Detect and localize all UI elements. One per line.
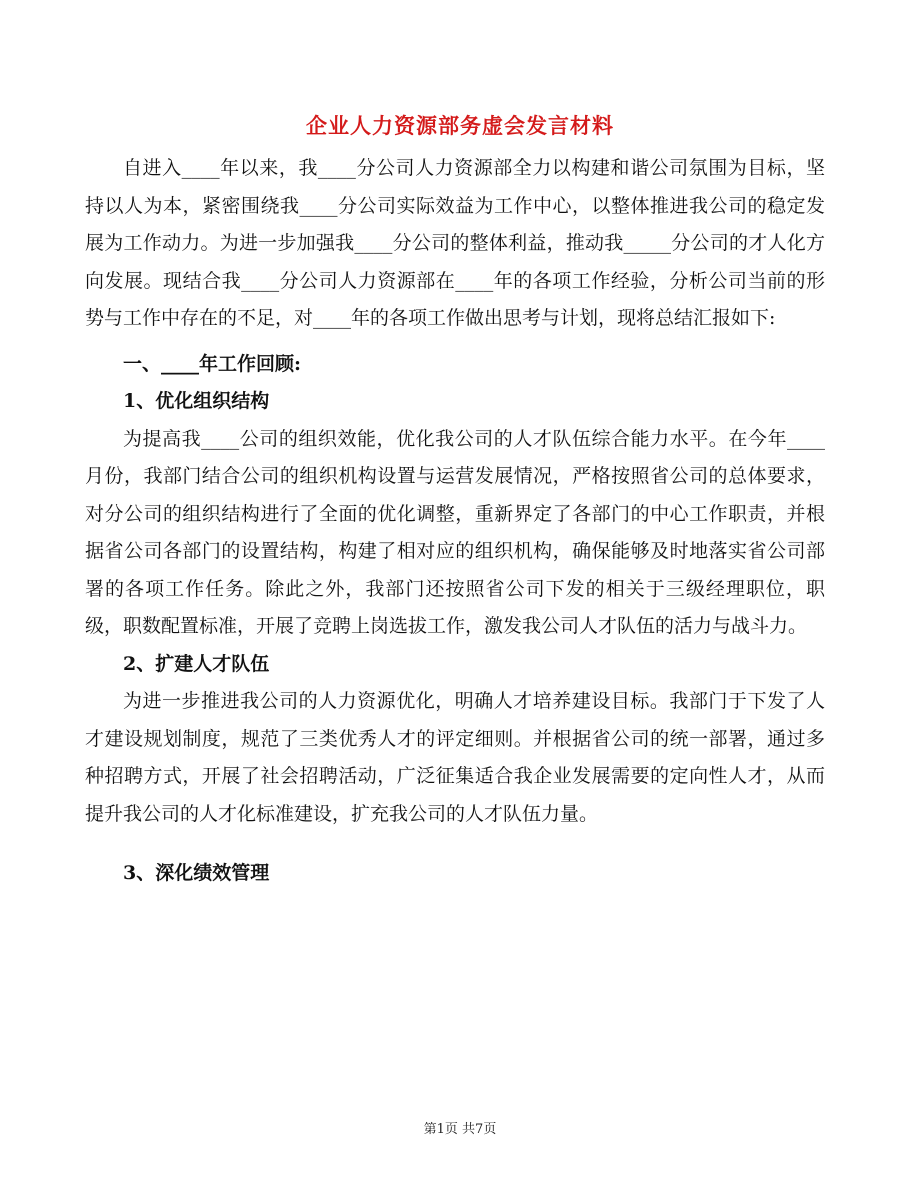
item-1-heading: 1、优化组织结构 bbox=[123, 390, 270, 412]
item-2-paragraph: 为进一步推进我公司的人力资源优化，明确人才培养建设目标。我部门于下发了人才建设规划制度，规范了三类优秀人才的评定细则。并根据省公司的统一部署，通过多种招聘方式，开展了社会招聘活动，广泛征集适合我企业发展需要的定向性人才，从而提升我公司的人才化标准建设，扩充我公司的人才队伍力量。 bbox=[85, 690, 825, 825]
item-3-heading: 3、深化绩效管理 bbox=[123, 862, 270, 884]
section-heading: 一、____年工作回顾: bbox=[123, 352, 302, 375]
item-2-heading: 2、扩建人才队伍 bbox=[123, 652, 270, 675]
document-title: 企业人力资源部务虚会发言材料 bbox=[306, 113, 614, 138]
document-body bbox=[85, 150, 825, 893]
page-number: 第1页 共7页 bbox=[423, 1122, 497, 1137]
intro-paragraph: 自进入____年以来，我____分公司人力资源部全力以构建和谐公司氛围为目标，坚持以人为本，紧密围绕我____分公司实际效益为工作中心，以整体推进我公司的稳定发展为工作动力。为进一步加强我____分公司的整体利益，推动我_____分公司的才人化方向发展。现结合我____分公司人力资源部在____年的各项工作经验，分析公司当前的形势与工作中存在的不足，对____年的各项工作做出思考与计划，现将总结汇报如下: bbox=[85, 157, 825, 329]
item-1-paragraph: 为提高我____公司的组织效能，优化我公司的人才队伍综合能力水平。在今年____月份，我部门结合公司的组织机构设置与运营发展情况，严格按照省公司的总体要求，对分公司的组织结构进行了全面的优化调整，重新界定了各部门的中心工作职责，并根据省公司各部门的设置结构，构建了相对应的组织机构，确保能够及时地落实省公司部署的各项工作任务。除此之外，我部门还按照省公司下发的相关于三级经理职位，职级，职数配置标准，开展了竞聘上岗选拔工作，激发我公司人才队伍的活力与战斗力。 bbox=[85, 427, 825, 637]
